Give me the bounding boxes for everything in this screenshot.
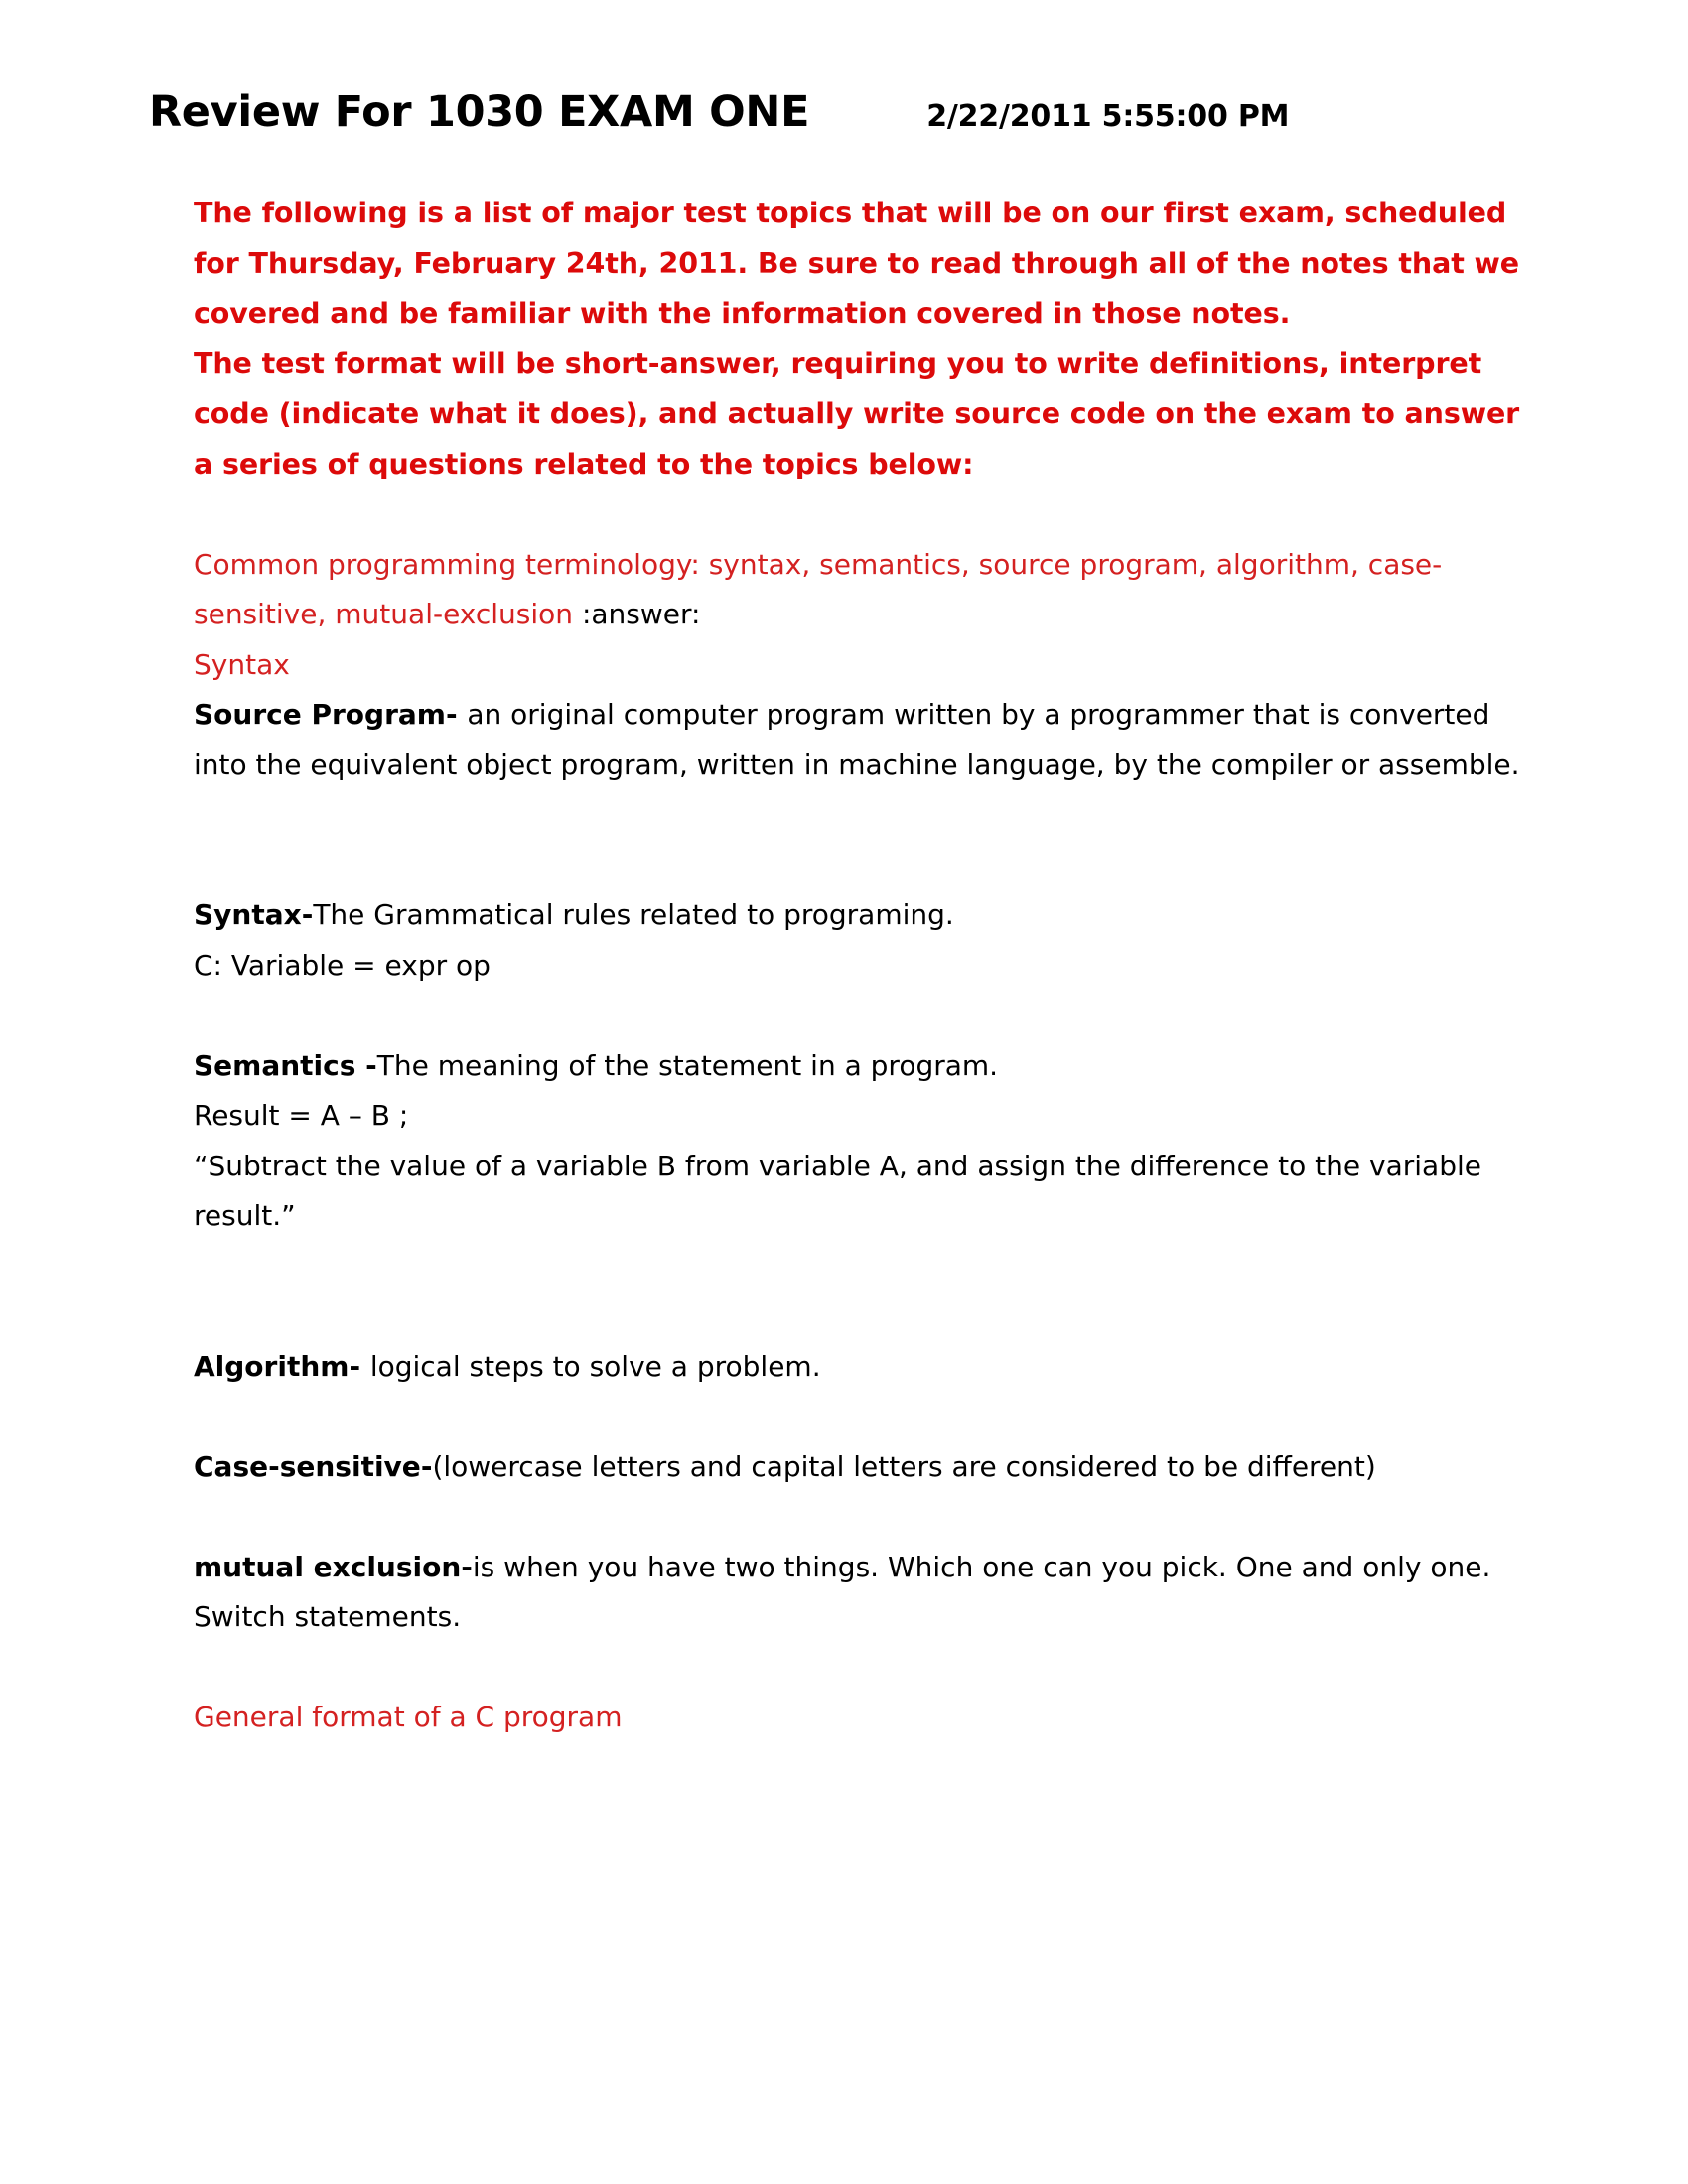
definition-semantics	[194, 1041, 1534, 1092]
definition-body-source-program: an original computer program written by a programmer that is converted into the equivalent object program, written in machine language, by the compiler or assemble.	[194, 698, 1520, 781]
document-header	[149, 87, 1559, 137]
definition-body-semantics: The meaning of the statement in a program.	[376, 1048, 999, 1082]
intro-paragraph-1: The following is a list of major test topics that will be on our first exam, scheduled for Thursday, February 24th, 2011. Be sure to read through all of the notes that we covered and be familiar with the information covered in those notes.	[194, 197, 1519, 330]
spacer	[194, 790, 1534, 890]
spacer	[194, 489, 1534, 540]
spacer	[194, 991, 1534, 1041]
definition-separator: -	[365, 1048, 377, 1082]
definition-term-semantics: Semantics	[194, 1048, 366, 1082]
general-format-heading: General format of a C program	[194, 1701, 623, 1733]
code-line-syntax-example: C: Variable = expr op	[194, 948, 491, 982]
code-line-semantics-example: Result = A – B ;	[194, 1099, 409, 1132]
spacer	[194, 1242, 1534, 1342]
intro-paragraph-2: The test format will be short-answer, requiring you to write definitions, interpret code (indicate what it does), and actually write source code on the exam to answer a series of questions related to the topics below:	[194, 346, 1520, 480]
syntax-topic-heading: Syntax	[194, 647, 290, 681]
definition-body-mutual-exclusion: is when you have two things. Which one can you pick. One and only one. Switch statements.	[194, 1550, 1491, 1633]
definition-body-syntax: The Grammatical rules related to programing.	[313, 898, 954, 931]
definition-term-mutual-exclusion: mutual exclusion	[194, 1550, 462, 1583]
definition-body-algorithm: logical steps to solve a problem.	[369, 1349, 821, 1383]
terminology-prompt-red: Common programming terminology: syntax, semantics, source program, algorithm, case-sensitive, mutual-exclusion	[194, 547, 1443, 630]
definition-term-syntax: Syntax	[194, 898, 302, 931]
definition-case-sensitive	[194, 1442, 1534, 1493]
semantics-quote: “Subtract the value of a variable B from variable A, and assign the difference to the variable result.”	[194, 1149, 1481, 1232]
document-body	[194, 189, 1534, 1743]
definition-separator: -	[445, 698, 468, 731]
definition-term-case-sensitive: Case-sensitive	[194, 1449, 421, 1483]
definition-source-program	[194, 690, 1534, 790]
definition-mutual-exclusion	[194, 1543, 1534, 1643]
spacer	[194, 1492, 1534, 1543]
page-title: Review For 1030 EXAM ONE	[149, 87, 810, 137]
definition-term-algorithm: Algorithm	[194, 1349, 350, 1383]
definition-separator: -	[420, 1449, 433, 1483]
definition-syntax	[194, 890, 1534, 941]
document-timestamp: 2/22/2011 5:55:00 PM	[926, 99, 1290, 134]
definition-separator: -	[301, 898, 314, 931]
definition-separator: -	[349, 1349, 370, 1383]
definition-separator: -	[461, 1550, 473, 1583]
terminology-prompt	[194, 540, 1534, 640]
definition-body-case-sensitive: (lowercase letters and capital letters are considered to be different)	[432, 1449, 1376, 1483]
definition-term-source-program: Source Program	[194, 698, 446, 731]
definition-algorithm	[194, 1342, 1534, 1393]
terminology-prompt-answer-label: :answer:	[581, 598, 701, 630]
spacer	[194, 1392, 1534, 1442]
spacer	[194, 1643, 1534, 1694]
